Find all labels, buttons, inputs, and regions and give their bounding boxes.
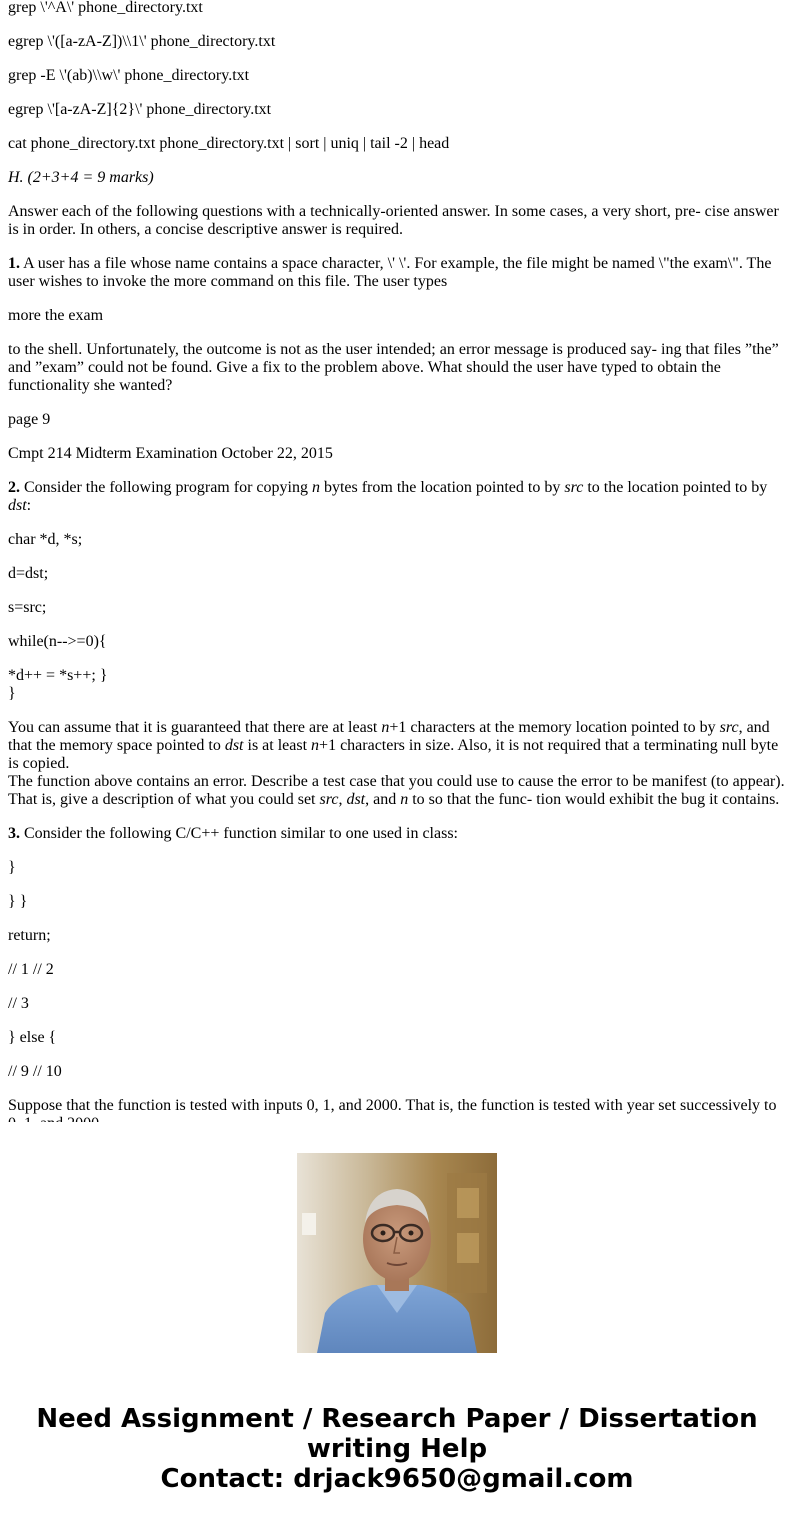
promo-text <box>0 1404 794 1494</box>
var-src: src <box>564 479 584 496</box>
para1-src: src <box>719 719 739 736</box>
q3-code-line: } else { <box>8 1029 57 1046</box>
question-2-number: 2. <box>8 479 20 496</box>
question-2-text-c: to the location pointed to by <box>587 479 768 496</box>
exam-header: Cmpt 214 Midterm Examination October 22, 2015 <box>8 445 333 462</box>
para1-n: n <box>381 719 390 736</box>
para2-c: , and <box>365 791 397 808</box>
promo-line-1: Need Assignment / Research Paper / Dissertation <box>36 1404 758 1434</box>
code-line-body <box>8 667 786 703</box>
para1-d: is at least <box>247 737 308 754</box>
question-3-suppose: Suppose that the function is tested with inputs 0, 1, and 2000. That is, the function is tested with year set successively to <box>8 1097 777 1114</box>
para1-dst: dst <box>224 737 244 754</box>
question-2-paragraph <box>8 719 786 809</box>
q3-code-line: // 3 <box>8 995 29 1012</box>
question-1-text: A user has a file whose name contains a space character, \' \'. For example, the file might be named \"the exam\". The user wishes to invoke the more command on this file. The user types <box>8 255 772 290</box>
question-2-text-b: bytes from the location pointed to by <box>323 479 561 496</box>
para1-n2: n <box>311 737 320 754</box>
question-2 <box>8 479 786 515</box>
code-line-close: } <box>8 685 16 702</box>
para2-dst: dst <box>346 791 366 808</box>
para2-src: src <box>319 791 339 808</box>
q3-code-line: } } <box>8 893 28 910</box>
command-line-grep-1: grep \'^A\' phone_directory.txt <box>8 0 203 16</box>
code-block <box>8 531 786 703</box>
question-3 <box>8 825 786 843</box>
author-portrait-image <box>297 1153 497 1353</box>
code-line-body-text: *d++ = *s++; } <box>8 667 108 684</box>
command-line-egrep-2: egrep \'[a-zA-Z]{2}\' phone_directory.txt <box>8 101 272 118</box>
q3-code-line: } <box>8 859 16 876</box>
q3-code-line: // 1 // 2 <box>8 961 54 978</box>
promo-line-2: writing Help <box>306 1434 488 1464</box>
question-1-command: more the exam <box>8 307 104 324</box>
intro-paragraph: Answer each of the following questions with a technically-oriented answer. In some cases, a very short, pre- cise answer is in order. In others, a concise descriptive answer is required. <box>8 203 779 238</box>
question-2-text-d: : <box>26 497 32 514</box>
question-3-text: Consider the following C/C++ function similar to one used in class: <box>24 825 458 842</box>
q3-code-line: return; <box>8 927 51 944</box>
var-dst: dst <box>8 497 27 514</box>
question-3-number: 3. <box>8 825 20 842</box>
command-line-cat: cat phone_directory.txt phone_directory.txt | sort | uniq | tail -2 | head <box>8 135 450 152</box>
code-line-d-assign: d=dst; <box>8 565 49 582</box>
author-avatar <box>297 1153 497 1353</box>
para1-a: You can assume that it is guaranteed that there are at least <box>8 719 378 736</box>
question-1-number: 1. <box>8 255 20 272</box>
para2-b: , <box>338 791 343 808</box>
code-line-decl: char *d, *s; <box>8 531 83 548</box>
para2-n: n <box>400 791 409 808</box>
promo-contact[interactable]: Contact: drjack9650@gmail.com <box>160 1464 634 1494</box>
page-number: page 9 <box>8 411 51 428</box>
para1-e: +1 characters in size. Also, it is not required that a terminating null byte is copied. <box>8 737 779 772</box>
var-n: n <box>311 479 320 496</box>
para1-b: +1 characters at the memory location pointed to by <box>389 719 716 736</box>
command-line-egrep-1: egrep \'([a-zA-Z])\\1\' phone_directory.txt <box>8 33 276 50</box>
para1-c: , and that the memory space pointed to <box>8 719 770 754</box>
question-1 <box>8 255 786 291</box>
promo-banner <box>0 1122 794 1523</box>
code-line-s-assign: s=src; <box>8 599 47 616</box>
section-heading-h-text: H. (2+3+4 = 9 marks) <box>8 169 154 186</box>
q3-code-line: // 9 // 10 <box>8 1063 62 1080</box>
question-1-followup: to the shell. Unfortunately, the outcome is not as the user intended; an error message is produced say- ing that files ”the” and ”exam” could not be found. Give a fix to the problem above. What should the user have typed to obtain the functionality she wanted? <box>8 341 779 394</box>
command-line-grep-2: grep -E \'(ab)\\w\' phone_directory.txt <box>8 67 250 84</box>
document-body <box>8 0 786 1122</box>
para2-a: The function above contains an error. Describe a test case that you could use to cause the error to be manifest (to appear). That is, give a description of what you could set <box>8 773 785 808</box>
para2-d: to so that the func- tion would exhibit the bug it contains. <box>412 791 780 808</box>
section-heading-h <box>8 169 786 187</box>
question-2-text-a: Consider the following program for copying <box>24 479 308 496</box>
code-line-while: while(n-->=0){ <box>8 633 107 650</box>
